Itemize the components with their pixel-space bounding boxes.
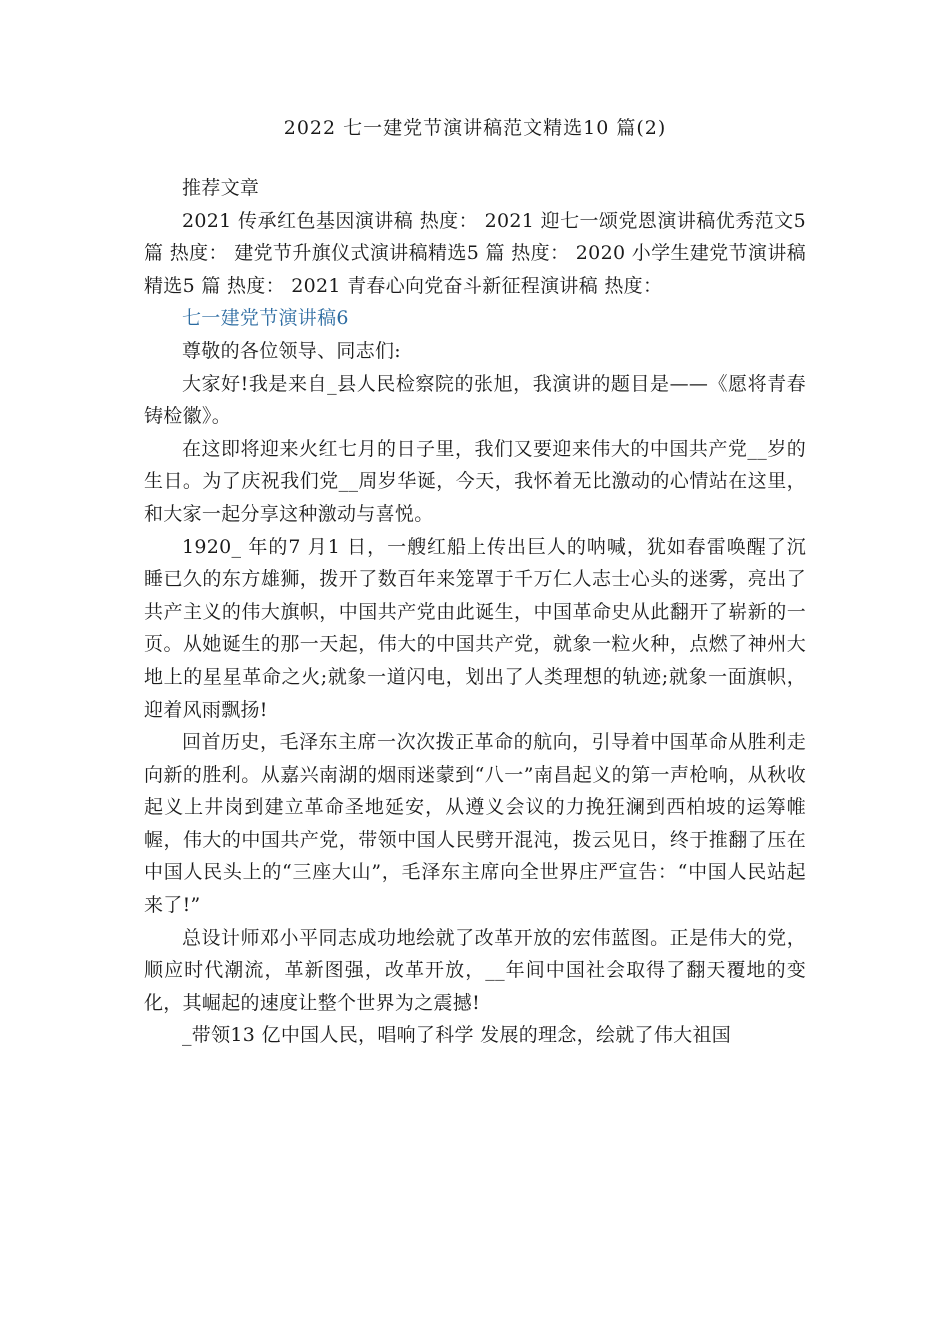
paragraph-body: 在这即将迎来火红七月的日子里，我们又要迎来伟大的中国共产党__岁的生日。为了庆祝我们党__周岁华诞，今天，我怀着无比激动的心情站在这里，和大家一起分享这种激动与喜悦。	[144, 437, 806, 525]
paragraph-recommended-label: 推荐文章	[182, 177, 260, 199]
document-body	[144, 172, 806, 1052]
section-heading: 七一建党节演讲稿6	[182, 307, 349, 330]
paragraph-body: 回首历史，毛泽东主席一次次拨正革命的航向，引导着中国革命从胜利走向新的胜利。从嘉兴南湖的烟雨迷蒙到“八一”南昌起义的第一声枪响，从秋收起义上井岗到建立革命圣地延安，从遵义会议的力挽狂澜到西柏坡的运筹帷幄，伟大的中国共产党，带领中国人民劈开混沌，拨云见日，终于推翻了压在中国人民头上的“三座大山”，毛泽东主席向全世界庄严宣告：“中国人民站起来了!”	[144, 731, 806, 917]
paragraph-salutation: 尊敬的各位领导、同志们:	[182, 339, 402, 362]
paragraph-body: _带领13 亿中国人民，唱响了科学 发展的理念，绘就了伟大祖国	[182, 1024, 732, 1047]
paragraph-body: 1920_ 年的7 月1 日，一艘红船上传出巨人的呐喊，犹如春雷唤醒了沉睡已久的东方雄狮，拨开了数百年来笼罩于千万仁人志士心头的迷雾，亮出了共产主义的伟大旗帜，中国共产党由此诞生，中国革命史从此翻开了崭新的一页。从她诞生的那一天起，伟大的中国共产党，就象一粒火种，点燃了神州大地上的星星革命之火;就象一道闪电，划出了人类理想的轨迹;就象一面旗帜，迎着风雨飘扬!	[144, 535, 806, 721]
paragraph-intro: 大家好!我是来自_县人民检察院的张旭，我演讲的题目是——《愿将青春铸检徽》。	[144, 372, 806, 428]
paragraph-body: 总设计师邓小平同志成功地绘就了改革开放的宏伟蓝图。正是伟大的党，顺应时代潮流，革新图强，改革开放，__年间中国社会取得了翻天覆地的变化，其崛起的速度让整个世界为之震撼!	[144, 926, 806, 1014]
paragraph-recommended-list: 2021 传承红色基因演讲稿 热度： 2021 迎七一颂党恩演讲稿优秀范文5 篇 热度： 建党节升旗仪式演讲稿精选5 篇 热度： 2020 小学生建党节演讲稿精选5 篇 热度： 2021 青春心向党奋斗新征程演讲稿 热度：	[144, 209, 806, 297]
document-title: 2022 七一建党节演讲稿范文精选10 篇(2)	[283, 117, 667, 139]
